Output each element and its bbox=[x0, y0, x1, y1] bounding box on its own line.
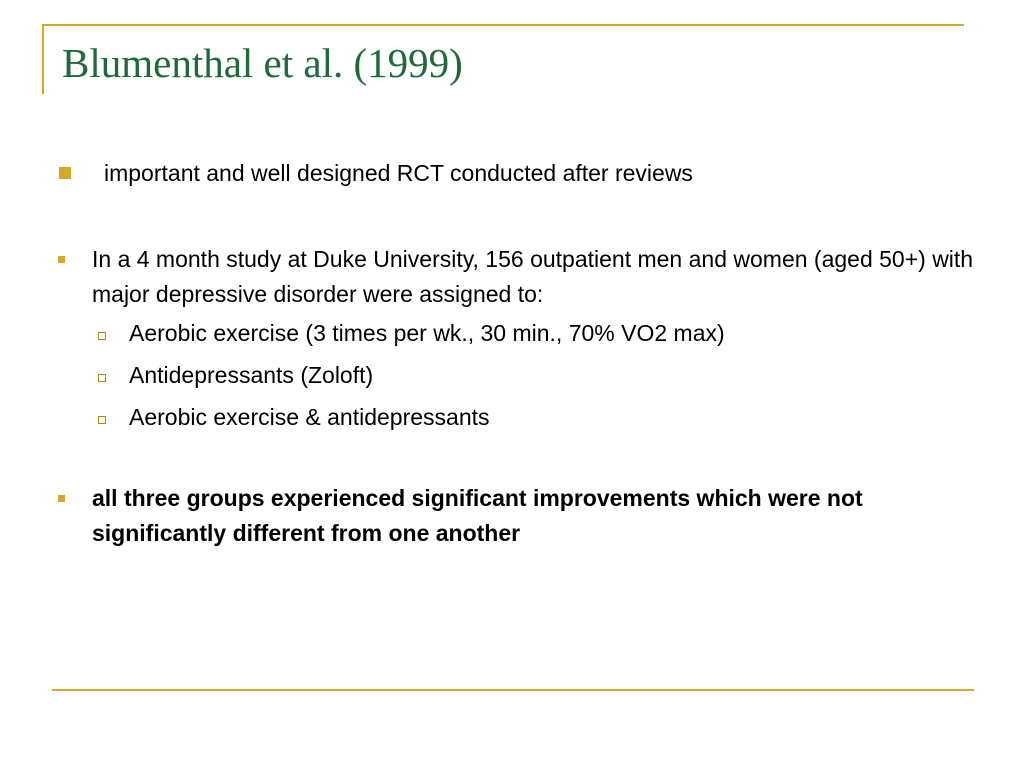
bullet-text-bold: all three groups experienced significant improvements which were not significantly different from one another bbox=[92, 485, 863, 546]
sub-bullet-text: Aerobic exercise & antidepressants bbox=[129, 404, 490, 430]
sub-bullet-text: Antidepressants (Zoloft) bbox=[129, 362, 374, 388]
square-bullet-icon bbox=[58, 256, 65, 263]
left-rule bbox=[42, 24, 44, 94]
bullet-item bbox=[104, 156, 1004, 191]
bullet-item bbox=[92, 481, 992, 551]
bullet-item bbox=[92, 242, 992, 312]
bullet-text: In a 4 month study at Duke University, 156 outpatient men and women (aged 50+) with major depressive disorder were assigned to: bbox=[92, 246, 974, 307]
hollow-square-bullet-icon bbox=[98, 416, 106, 424]
hollow-square-bullet-icon bbox=[98, 332, 106, 340]
top-rule bbox=[42, 24, 964, 26]
slide-title: Blumenthal et al. (1999) bbox=[62, 40, 463, 86]
sub-bullet-item bbox=[129, 400, 490, 435]
square-bullet-icon bbox=[58, 495, 65, 502]
square-bullet-icon bbox=[59, 167, 71, 179]
sub-bullet-item bbox=[129, 358, 373, 393]
sub-bullet-text: Aerobic exercise (3 times per wk., 30 min., 70% VO2 max) bbox=[129, 320, 725, 346]
sub-bullet-item bbox=[129, 316, 725, 351]
hollow-square-bullet-icon bbox=[98, 374, 106, 382]
bottom-rule bbox=[52, 689, 974, 691]
bullet-text: important and well designed RCT conducted after reviews bbox=[104, 160, 693, 186]
